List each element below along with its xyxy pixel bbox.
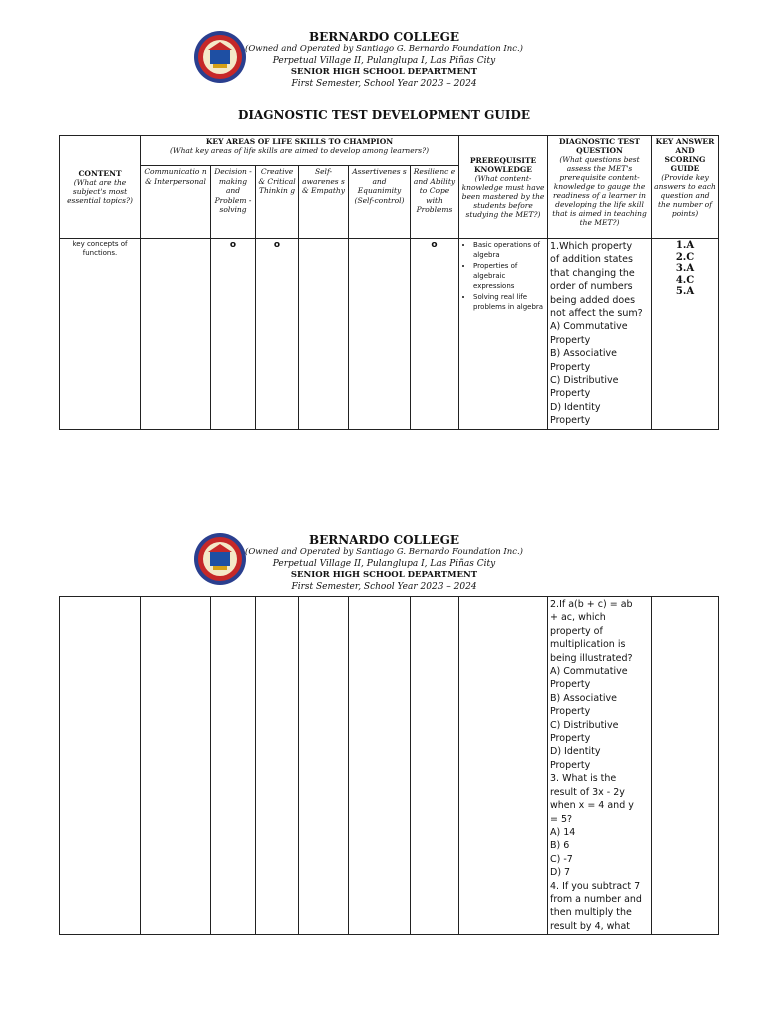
semester-line: First Semester, School Year 2023 – 2024 <box>291 582 477 592</box>
question-line: + ac, which <box>550 612 606 624</box>
question-line: multiplication is <box>550 639 626 651</box>
diagnostic-label: DIAGNOSTIC TEST QUESTION <box>559 137 641 155</box>
question-line: A) Commutative <box>550 666 628 678</box>
key-answer: 3.A <box>675 263 695 274</box>
question-line: C) -7 <box>550 853 573 865</box>
question-line: A) Commutative <box>550 321 628 333</box>
question-line: Property <box>550 706 591 718</box>
document-title: DIAGNOSTIC TEST DEVELOPMENT GUIDE <box>237 108 531 122</box>
address-line: Perpetual Village II, Pulanglupa I, Las Piñas City <box>272 56 496 66</box>
question-line: property of <box>550 625 603 637</box>
content-head-label: CONTENT <box>78 169 122 178</box>
skill-header: Decision -making and Problem -solving <box>211 166 256 239</box>
key-answer-label: KEY ANSWER AND SCORING GUIDE <box>655 137 715 173</box>
guide-table <box>59 135 719 430</box>
department-line: SENIOR HIGH SCHOOL DEPARTMENT <box>290 67 478 77</box>
skill-header: Assertivenes s and Equanimity (Self-control) <box>349 166 411 239</box>
question-cell <box>548 597 652 935</box>
letterhead <box>0 30 768 90</box>
content-head-sub: (What are the subject's most essential topics?) <box>67 178 133 205</box>
owner-line: (Owned and Operated by Santiago G. Bernardo Foundation Inc.) <box>245 547 523 557</box>
question-line: = 5? <box>550 813 573 825</box>
key-answer: 2.C <box>675 251 695 263</box>
prereq-header <box>459 136 548 239</box>
question-line: 1.Which property <box>550 241 633 252</box>
diagnostic-header <box>548 136 652 239</box>
skill-header: Resilienc e and Ability to Cope with Problems <box>411 166 459 239</box>
key-answer: 5.A <box>675 286 695 297</box>
question-line: of addition states <box>550 254 633 266</box>
key-answer-header <box>652 136 719 239</box>
question-line: C) Distributive <box>550 719 619 731</box>
question-line: that changing the <box>550 267 635 279</box>
skill-mark <box>349 597 411 935</box>
prereq-list <box>461 240 545 312</box>
question-line: 3. What is the <box>550 773 617 785</box>
key-areas-label: KEY AREAS OF LIFE SKILLS TO CHAMPION <box>205 137 394 146</box>
list-item: • Properties of algebraic expressions <box>473 261 545 291</box>
content-text: key concepts of functions. <box>72 240 128 257</box>
prereq-cell <box>459 597 548 935</box>
question-line: D) Identity <box>550 401 601 413</box>
skill-mark <box>349 239 411 430</box>
question-line: D) 7 <box>550 867 571 879</box>
question-line: from a number and <box>550 893 642 905</box>
key-answer-cell <box>652 239 719 430</box>
skill-mark <box>411 597 459 935</box>
prereq-label: PREREQUISITE KNOWLEDGE <box>469 155 537 174</box>
diagnostic-sub: (What questions best assess the MET's prerequisite content-knowledge to gauge the readiness of a learner in developing the life skill that is aimed in teaching the MET?) <box>552 155 647 227</box>
question-line: A) 14 <box>550 826 576 838</box>
question-line: B) 6 <box>550 840 570 852</box>
skill-header: Creative & Critical Thinkin g <box>256 166 299 239</box>
list-item: • Solving real life problems in algebra <box>473 292 545 312</box>
question-line: not affect the sum? <box>550 308 643 320</box>
question-cell <box>548 239 652 430</box>
question-line: 4. If you subtract 7 <box>550 880 641 892</box>
department-line: SENIOR HIGH SCHOOL DEPARTMENT <box>290 570 478 580</box>
page-2 <box>0 530 768 1024</box>
question-line: then multiply the <box>550 907 632 919</box>
key-answer-sub: (Provide key answers to each question and the number of points) <box>654 173 716 218</box>
skill-header: Self-awarenes s & Empathy <box>299 166 349 239</box>
skill-mark <box>211 597 256 935</box>
content-cell <box>60 239 141 430</box>
question-line: Property <box>550 759 591 771</box>
skill-mark <box>256 597 299 935</box>
question-line: order of numbers <box>550 281 633 293</box>
skill-mark: o <box>256 239 299 430</box>
question-line: D) Identity <box>550 746 601 758</box>
semester-line: First Semester, School Year 2023 – 2024 <box>291 79 477 89</box>
question-line: being added does <box>550 294 636 306</box>
address-line: Perpetual Village II, Pulanglupa I, Las Piñas City <box>272 559 496 569</box>
key-areas-header <box>141 136 459 166</box>
question-line: Property <box>550 415 591 427</box>
page-1 <box>0 0 768 440</box>
guide-table-continued <box>59 596 719 935</box>
skill-mark <box>141 597 211 935</box>
college-name: BERNARDO COLLEGE <box>309 533 459 547</box>
question-line: Property <box>550 334 591 346</box>
question-line: B) Associative <box>550 348 617 360</box>
skill-mark <box>141 239 211 430</box>
question-line: Property <box>550 388 591 400</box>
question-line: result by 4, what <box>550 920 630 932</box>
owner-line: (Owned and Operated by Santiago G. Bernardo Foundation Inc.) <box>245 44 523 54</box>
question-line: B) Associative <box>550 692 617 704</box>
skill-mark <box>299 239 349 430</box>
key-answer: 1.A <box>675 240 695 251</box>
question-line: Property <box>550 361 591 373</box>
question-line: result of 3x - 2y <box>550 786 625 798</box>
content-header <box>60 136 141 239</box>
college-name: BERNARDO COLLEGE <box>309 30 459 44</box>
skill-header: Communicatio n & Interpersonal <box>141 166 211 239</box>
question-line: when x = 4 and y <box>550 800 634 812</box>
key-answer-cell <box>652 597 719 935</box>
content-cell <box>60 597 141 935</box>
key-answer: 4.C <box>675 274 695 286</box>
question-line: C) Distributive <box>550 375 619 387</box>
prereq-sub: (What content-knowledge must have been mastered by the students before studying the MET?) <box>461 173 545 219</box>
skill-mark: o <box>411 239 459 430</box>
prereq-cell <box>459 239 548 430</box>
key-areas-sub: (What key areas of life skills are aimed to develop among learners?) <box>169 146 430 155</box>
letterhead <box>0 533 768 593</box>
question-line: being illustrated? <box>550 652 633 664</box>
list-item: • Basic operations of algebra <box>473 240 545 260</box>
question-line: Property <box>550 679 591 691</box>
question-line: 2.If a(b + c) = ab <box>550 599 633 610</box>
skill-mark: o <box>211 239 256 430</box>
question-line: Property <box>550 733 591 745</box>
skill-mark <box>299 597 349 935</box>
